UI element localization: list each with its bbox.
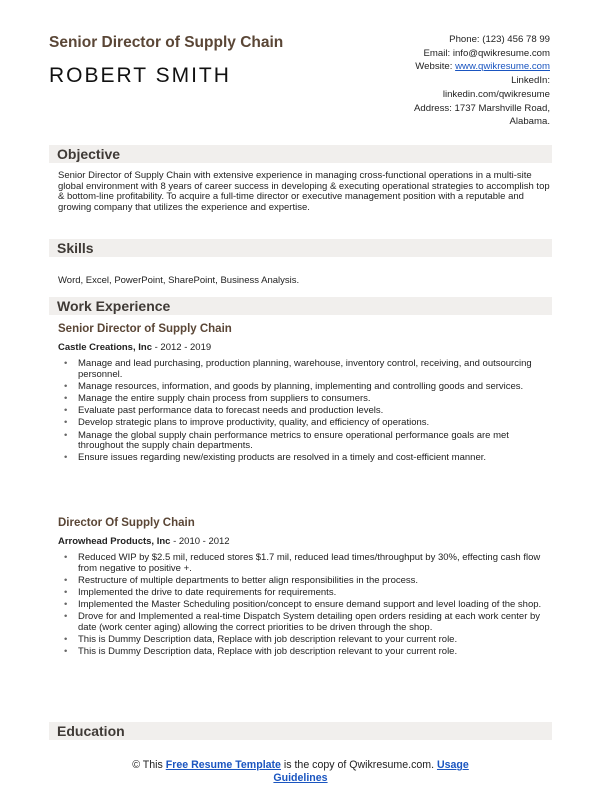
website-link[interactable]: www.qwikresume.com [455, 61, 550, 73]
job-company-2: Arrowhead Products, Inc [58, 536, 171, 547]
job-dates-1: - 2012 - 2019 [151, 342, 212, 353]
footer-prefix: © This [132, 759, 166, 771]
list-item: • This is Dummy Description data, Replace with job description relevant to your current role. [58, 635, 552, 646]
candidate-name: ROBERT SMITH [49, 64, 231, 87]
list-item: • Drove for and Implemented a real-time Dispatch System detailing open orders residing at each work center by date (work center aging) allowing the correct priorities to be driven through the shop. [58, 612, 552, 633]
objective-text: Senior Director of Supply Chain with extensive experience in managing cross-functional operations in a multi-site global environment with 8 years of career success in developing & executing operational strategies to accomplish top & bottom-line profitability. To acquire a full-time director or executive management position with a reputable and growing company that utilizes the experience and expertise. [58, 170, 550, 213]
list-item: • Manage resources, information, and goods by planning, implementing and controlling goods and services. [58, 382, 552, 393]
list-item: • Implemented the Master Scheduling position/concept to ensure demand support and level loading of the shop. [58, 600, 552, 611]
list-item: • Manage the entire supply chain process from suppliers to consumers. [58, 394, 552, 405]
list-item: • Develop strategic plans to improve productivity, quality, and efficiency of operations. [58, 418, 552, 429]
work-experience-section-bar [49, 297, 552, 315]
job-title-2: Director Of Supply Chain [58, 517, 195, 529]
education-section-bar [49, 722, 552, 740]
job-company-line-1 [58, 342, 211, 353]
list-item: • Implemented the drive to date requirements for requirements. [58, 588, 552, 599]
job-dates-2: - 2010 - 2012 [170, 536, 230, 547]
work-experience-heading: Work Experience [57, 298, 171, 314]
list-item: • Manage the global supply chain performance metrics to ensure operational performance goals are met throughout the supply chain departments. [58, 431, 552, 452]
skills-section-bar [49, 239, 552, 257]
contact-phone: Phone: (123) 456 78 99 [449, 34, 550, 45]
list-item: • Restructure of multiple departments to better align responsibilities in the process. [58, 576, 552, 587]
website-label: Website: [415, 61, 456, 73]
contact-address-line2: Alabama. [509, 116, 550, 128]
list-item: • Evaluate past performance data to forecast needs and production levels. [58, 406, 552, 417]
resume-job-title: Senior Director of Supply Chain [49, 34, 284, 51]
list-item: • Manage and lead purchasing, production planning, warehouse, inventory control, receiving, and outsourcing personnel. [58, 359, 552, 380]
footer-copyright [49, 759, 552, 785]
skills-heading: Skills [57, 240, 94, 256]
job-bullets-2 [58, 553, 552, 660]
skills-text: Word, Excel, PowerPoint, SharePoint, Business Analysis. [58, 275, 300, 286]
contact-email: Email: info@qwikresume.com [423, 47, 550, 59]
education-heading: Education [57, 723, 125, 739]
list-item: • Ensure issues regarding new/existing products are resolved in a timely and cost-efficient manner. [58, 453, 552, 464]
list-item: • This is Dummy Description data, Replace with job description relevant to your current role. [58, 647, 552, 658]
objective-section-bar [49, 145, 552, 163]
contact-address-line1: Address: 1737 Marshville Road, [414, 102, 550, 114]
contact-block [310, 33, 550, 129]
objective-heading: Objective [57, 146, 121, 162]
usage-guidelines-link-part1[interactable]: Usage [436, 759, 469, 771]
usage-guidelines-link-part2[interactable]: Guidelines [273, 772, 328, 784]
contact-linkedin-label: LinkedIn: [511, 75, 550, 87]
job-company-line-2 [58, 536, 230, 547]
footer-middle: is the copy of Qwikresume.com. [280, 759, 437, 771]
contact-website [310, 60, 550, 74]
free-resume-template-link[interactable]: Free Resume Template [165, 759, 281, 771]
job-company-1: Castle Creations, Inc [58, 342, 152, 353]
list-item: • Reduced WIP by $2.5 mil, reduced stores $1.7 mil, reduced lead times/throughput by 30%, effecting cash flow from negative to positive +. [58, 553, 552, 574]
contact-linkedin-value: linkedin.com/qwikresume [442, 88, 550, 100]
job-bullets-1 [58, 359, 552, 466]
job-title-1: Senior Director of Supply Chain [58, 323, 232, 335]
